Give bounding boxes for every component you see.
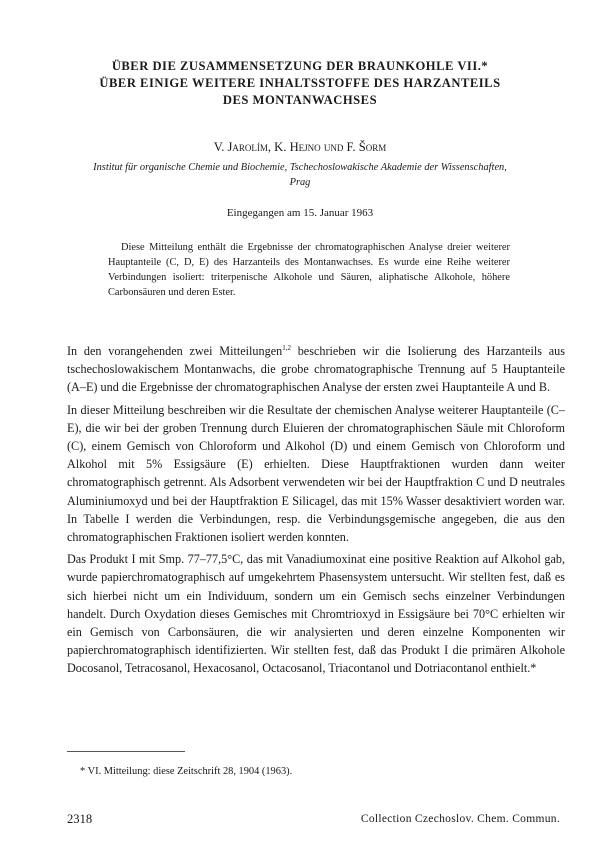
body-paragraph-1: In den vorangehenden zwei Mitteilungen$^{1,2}$ beschrieben wir die Isolierung des Harzanteils aus tschechoslowakischem Montanwachs, die grobe chromatographische Trennung auf 5 Hauptanteile (A–E) und die Ergebnisse der chromatographischen Analyse der ersten zwei Hauptanteile A und B. bbox=[67, 343, 565, 395]
reference-superscript: 1,2 bbox=[282, 343, 291, 352]
footnote-divider bbox=[67, 751, 185, 752]
institute-affiliation bbox=[60, 160, 540, 190]
institute-line-2: Prag bbox=[289, 177, 311, 188]
journal-name: Collection Czechoslov. Chem. Commun. bbox=[360, 813, 560, 825]
page-number: 2318 bbox=[67, 812, 93, 826]
body-paragraph-3: Das Produkt I mit Smp. 77–77,5°C, das mit Vanadiumoxinat eine positive Reaktion auf Alkohol gab, wurde papierchromatographisch auf umgekehrtem Phasensystem untersucht. Wir stellten fest, daß es sich hierbei nicht um ein Individuum, sondern um ein Gemisch sechs einzelner Verbindungen handelt. Durch Oxydation dieses Gemisches mit Chromtrioxyd in Essigsäure bei 70°C erhielten wir ein Gemisch von Carbonsäuren, die wir analysierten und deren einzelne Komponenten wir papierchromatographisch identifizierten. Wir stellten fest, daß das Produkt I die primären Alkohole Docosanol, Tetracosanol, Hexacosanol, Octacosanol, Triacontanol und Dotriacontanol enthielt.* bbox=[67, 552, 565, 676]
title-line-1: ÜBER DIE ZUSAMMENSETZUNG DER BRAUNKOHLE VII.* bbox=[111, 59, 489, 73]
institute-line-1: Institut für organische Chemie und Biochemie, Tschechoslowakische Akademie der Wissenschaften, bbox=[93, 162, 507, 173]
body-text bbox=[67, 342, 565, 682]
footnote: * VI. Mitteilung: diese Zeitschrift 28, 1904 (1963). bbox=[80, 766, 293, 777]
title-line-3: DES MONTANWACHSES bbox=[222, 93, 378, 107]
received-date: Eingegangen am 15. Januar 1963 bbox=[226, 207, 374, 219]
title-line-2: ÜBER EINIGE WEITERE INHALTSSTOFFE DES HARZANTEILS bbox=[99, 76, 501, 90]
body-paragraph-2: In dieser Mitteilung beschreiben wir die Resultate der chemischen Analyse weiterer Hauptanteile (C–E), die wir bei der groben Trennung durch Eluieren der chromatographischen Säule mit Chloroform (C), einem Gemisch von Chloroform und Alkohol (D) und einem Gemisch von Chloroform und Alkohol mit 5% Essigsäure (E) erhielten. Diese Hauptfraktionen wurden dann weiter chromatographisch getrennt. Als Adsorbent verwendeten wir bei der Hauptfraktion C und D neutrales Aluminiumoxyd und bei der Hauptfraktion E Silicagel, das mit 15% Wasser desaktiviert worden war. In Tabelle I werden die Verbindungen, resp. die Verbindungsgemische angegeben, die aus den chromatographischen Fraktionen isoliert werden konnten. bbox=[67, 402, 565, 545]
author-list: V. Jarolím, K. Hejno und F. Šorm bbox=[213, 140, 387, 154]
article-title bbox=[60, 58, 540, 109]
abstract: Diese Mitteilung enthält die Ergebnisse der chromatographischen Analyse dreier weiterer Hauptanteile (C, D, E) des Harzanteils des Montanwachses. Es wurde eine Reihe weiterer Verbindungen isoliert: triterpenische Alkohole und Säuren, aliphatische Alkohole, höhere Carbonsäuren und deren Ester. bbox=[108, 242, 510, 298]
